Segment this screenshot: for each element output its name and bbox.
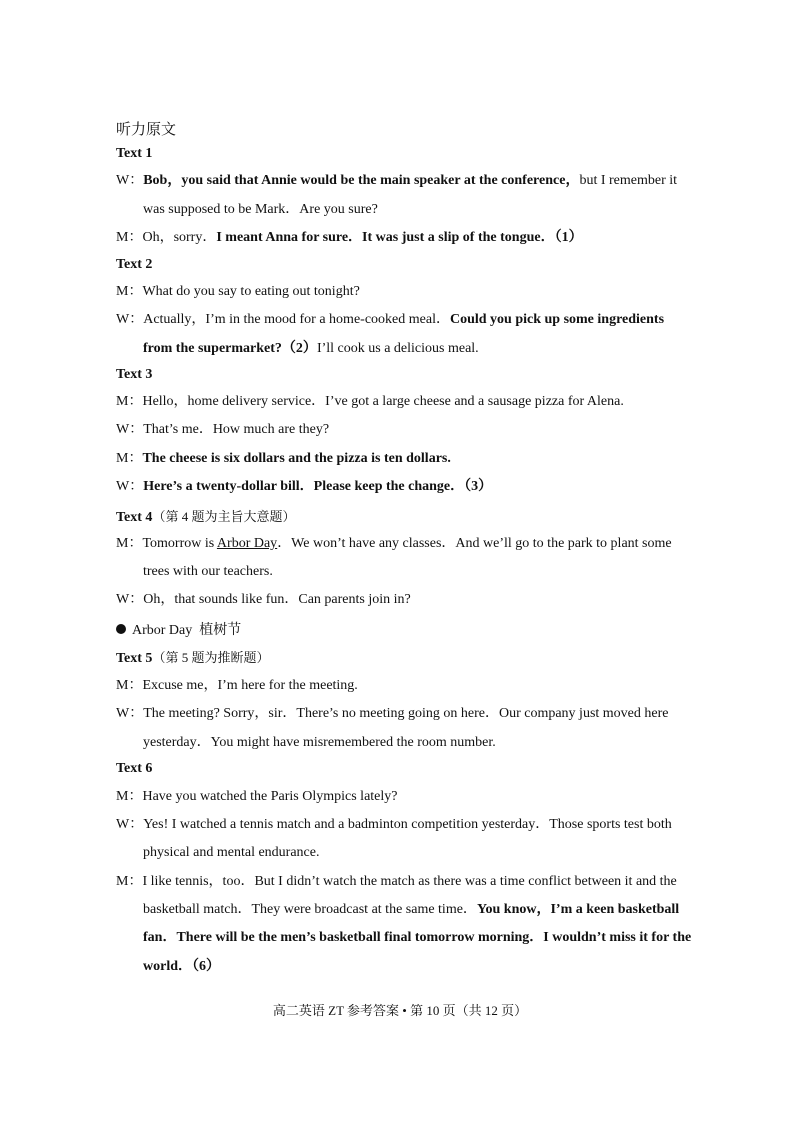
key-sentence: You know，I’m a keen basketball xyxy=(476,902,680,917)
text-4-title: Text 4 xyxy=(116,510,153,525)
key-sentence: fan．There will be the men’s basketball final tomorrow morning．I wouldn’t miss it for the xyxy=(143,930,692,945)
speaker-label: M： xyxy=(116,678,143,693)
text-3-label: Text 3 xyxy=(116,367,153,382)
dialogue-text: Have you watched the Paris Olympics lately? xyxy=(142,789,398,804)
transcript-line xyxy=(143,958,220,976)
dialogue-text: I like tennis，too．But I didn’t watch the match as there was a time conflict between it and the xyxy=(142,874,677,889)
dialogue-text: Actually，I’m in the mood for a home-cooked meal． xyxy=(143,312,450,327)
dialogue-text: Yes! I watched a tennis match and a badminton competition yesterday．Those sports test both xyxy=(143,817,672,832)
underlined-term: Arbor Day xyxy=(216,536,278,551)
dialogue-text: was supposed to be Mark．Are you sure? xyxy=(143,202,378,217)
vocab-meaning: 植树节 xyxy=(199,623,242,638)
transcript-line xyxy=(143,901,679,919)
dialogue-text: That’s me．How much are they? xyxy=(143,422,330,437)
transcript-line xyxy=(116,873,677,891)
speaker-label: M： xyxy=(116,394,143,409)
key-sentence: Could you pick up some ingredients xyxy=(449,312,665,327)
speaker-label: W： xyxy=(116,706,144,721)
speaker-label: M： xyxy=(116,789,143,804)
transcript-line xyxy=(143,340,479,358)
text-2-label: Text 2 xyxy=(116,257,153,272)
transcript-line xyxy=(116,421,329,439)
speaker-label: W： xyxy=(116,422,144,437)
text-5-label xyxy=(116,647,269,667)
transcript-line xyxy=(116,705,668,723)
text-6-label: Text 6 xyxy=(116,761,153,776)
key-sentence: Bob，you said that Annie would be the main speaker at the conference， xyxy=(143,173,580,188)
transcript-line xyxy=(116,591,411,609)
dialogue-text: trees with our teachers. xyxy=(143,564,273,579)
key-sentence: Here’s a twenty-dollar bill．Please keep the change．（3） xyxy=(143,479,493,494)
transcript-line xyxy=(143,563,273,581)
transcript-line xyxy=(143,929,691,947)
key-sentence: from the supermarket?（2） xyxy=(143,341,317,356)
transcript-line xyxy=(116,450,451,468)
dialogue-text: yesterday．You might have misremembered the room number. xyxy=(143,735,496,750)
vocab-term: Arbor Day xyxy=(132,623,193,638)
transcript-line xyxy=(116,788,398,806)
key-sentence: I meant Anna for sure．It was just a slip of the tongue．（1） xyxy=(216,230,583,245)
transcript-line xyxy=(116,172,677,190)
speaker-label: W： xyxy=(116,479,144,494)
dialogue-text: basketball match．They were broadcast at the same time． xyxy=(143,902,477,917)
page-heading: 听力原文 xyxy=(116,120,177,138)
transcript-line xyxy=(116,393,624,411)
dialogue-text: Hello，home delivery service．I’ve got a large cheese and a sausage pizza for Alena. xyxy=(142,394,624,409)
transcript-line xyxy=(116,283,360,301)
speaker-label: W： xyxy=(116,592,144,607)
question-type-note: （第 4 题为主旨大意题） xyxy=(152,509,296,524)
question-type-note: （第 5 题为推断题） xyxy=(152,650,270,665)
speaker-label: M： xyxy=(116,536,143,551)
dialogue-text: but I remember it xyxy=(579,173,678,188)
transcript-line xyxy=(116,816,672,834)
transcript-line xyxy=(143,201,378,219)
page-footer: 高二英语 ZT 参考答案 • 第 10 页（共 12 页） xyxy=(272,1003,528,1018)
dialogue-text: I’ll cook us a delicious meal. xyxy=(316,341,479,356)
speaker-label: W： xyxy=(116,312,144,327)
dialogue-text: Excuse me，I’m here for the meeting. xyxy=(142,678,358,693)
transcript-line xyxy=(116,677,358,695)
speaker-label: W： xyxy=(116,817,144,832)
dialogue-text: The meeting? Sorry，sir．There’s no meeting going on here．Our company just moved here xyxy=(143,706,669,721)
vocab-note xyxy=(116,619,241,639)
transcript-line xyxy=(116,229,583,247)
speaker-label: M： xyxy=(116,230,143,245)
dialogue-text: Oh，sorry． xyxy=(142,230,217,245)
bullet-icon xyxy=(116,624,126,634)
dialogue-text: ．We won’t have any classes．And we’ll go to the park to plant some xyxy=(277,536,672,551)
text-1-label: Text 1 xyxy=(116,146,153,161)
dialogue-text: What do you say to eating out tonight? xyxy=(142,284,360,299)
dialogue-text: Tomorrow is xyxy=(142,536,217,551)
text-5-title: Text 5 xyxy=(116,651,153,666)
key-sentence: world．（6） xyxy=(143,959,220,974)
transcript-line xyxy=(116,535,672,553)
transcript-line xyxy=(116,311,664,329)
key-sentence: The cheese is six dollars and the pizza is ten dollars. xyxy=(142,451,451,466)
transcript-line xyxy=(116,478,492,496)
speaker-label: M： xyxy=(116,451,143,466)
speaker-label: W： xyxy=(116,173,144,188)
dialogue-text: Oh，that sounds like fun．Can parents join in? xyxy=(143,592,411,607)
dialogue-text: physical and mental endurance. xyxy=(143,845,320,860)
speaker-label: M： xyxy=(116,874,143,889)
transcript-line xyxy=(143,844,319,862)
speaker-label: M： xyxy=(116,284,143,299)
text-4-label xyxy=(116,506,295,526)
transcript-line xyxy=(143,734,496,752)
